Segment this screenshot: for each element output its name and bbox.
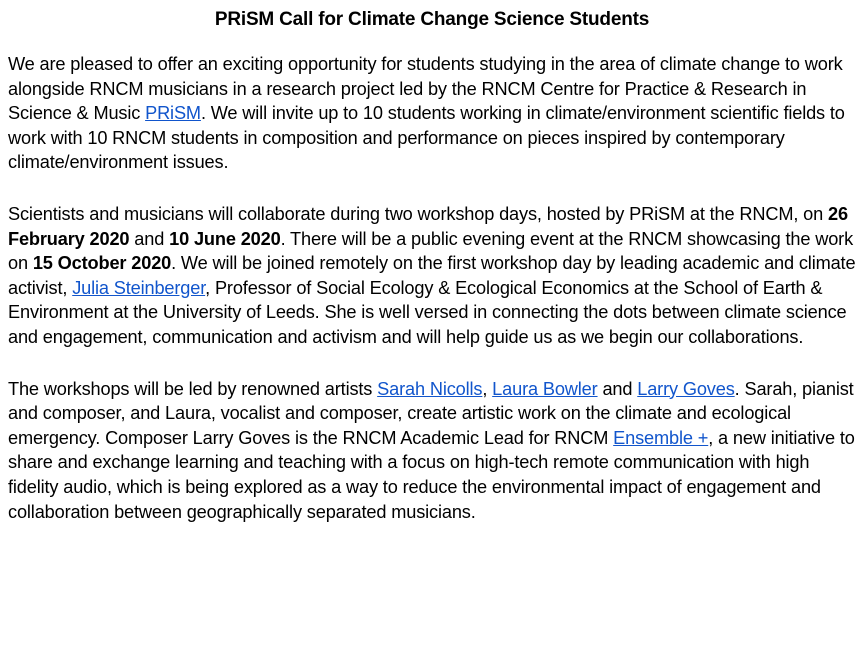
workshops-text-c: . There will be a public evening event at the RNCM showcasing the work on bbox=[8, 228, 854, 274]
event-date: 15 October 2020 bbox=[32, 253, 172, 274]
paragraph-workshops bbox=[8, 202, 856, 350]
ensemble-plus-link[interactable]: Ensemble + bbox=[613, 427, 709, 448]
document-title: PRiSM Call for Climate Change Science Students bbox=[214, 9, 650, 30]
workshops-text-b: and bbox=[129, 228, 170, 249]
intro-text-b: . We will invite up to 10 students working in climate/environment scientific fields to work with 10 RNCM students in composition and performance on pieces inspired by contemporary climate/environment issues. bbox=[8, 103, 845, 173]
artists-text-a: The workshops will be led by renowned artists bbox=[8, 378, 378, 399]
intro-text-a: We are pleased to offer an exciting opportunity for students studying in the area of climate change to work alongside RNCM musicians in a research project led by the RNCM Centre for Practice & Research in Science & Music bbox=[8, 54, 843, 124]
artists-text-d: . Sarah, pianist and composer, and Laura, vocalist and composer, create artistic work on the climate and ecological emergency. Composer Larry Goves is the RNCM Academic Lead for RNCM bbox=[8, 378, 854, 448]
artists-text-b: , bbox=[482, 378, 493, 399]
workshops-text-d: . We will be joined remotely on the first workshop day by leading academic and climate activist, bbox=[8, 253, 856, 298]
workshops-text-e: , Professor of Social Ecology & Ecological Economics at the School of Earth & Environment at the University of Leeds. She is well versed in connecting the dots between climate science and engagement, communication and activism and will help guide us as we begin our collaborations. bbox=[8, 277, 847, 347]
workshop-date-1: 26 February 2020 bbox=[8, 203, 848, 249]
document bbox=[8, 6, 856, 524]
sarah-nicolls-link[interactable]: Sarah Nicolls bbox=[377, 378, 483, 399]
laura-bowler-link[interactable]: Laura Bowler bbox=[492, 378, 598, 399]
julia-steinberger-link[interactable]: Julia Steinberger bbox=[72, 277, 206, 298]
paragraph-intro bbox=[8, 52, 856, 175]
workshops-text-a: Scientists and musicians will collaborate during two workshop days, hosted by PRiSM at the RNCM, on bbox=[8, 203, 828, 224]
larry-goves-link[interactable]: Larry Goves bbox=[637, 378, 735, 399]
artists-text-e: , a new initiative to share and exchange learning and teaching with a focus on high-tech remote communication with high fidelity audio, which is being explored as a way to reduce the environmental impact of engagement and collaboration between geographically separated musicians. bbox=[8, 427, 855, 522]
prism-link[interactable]: PRiSM bbox=[145, 103, 201, 124]
workshop-date-2: 10 June 2020 bbox=[169, 228, 281, 249]
paragraph-artists bbox=[8, 377, 856, 525]
artists-text-c: and bbox=[597, 378, 638, 399]
